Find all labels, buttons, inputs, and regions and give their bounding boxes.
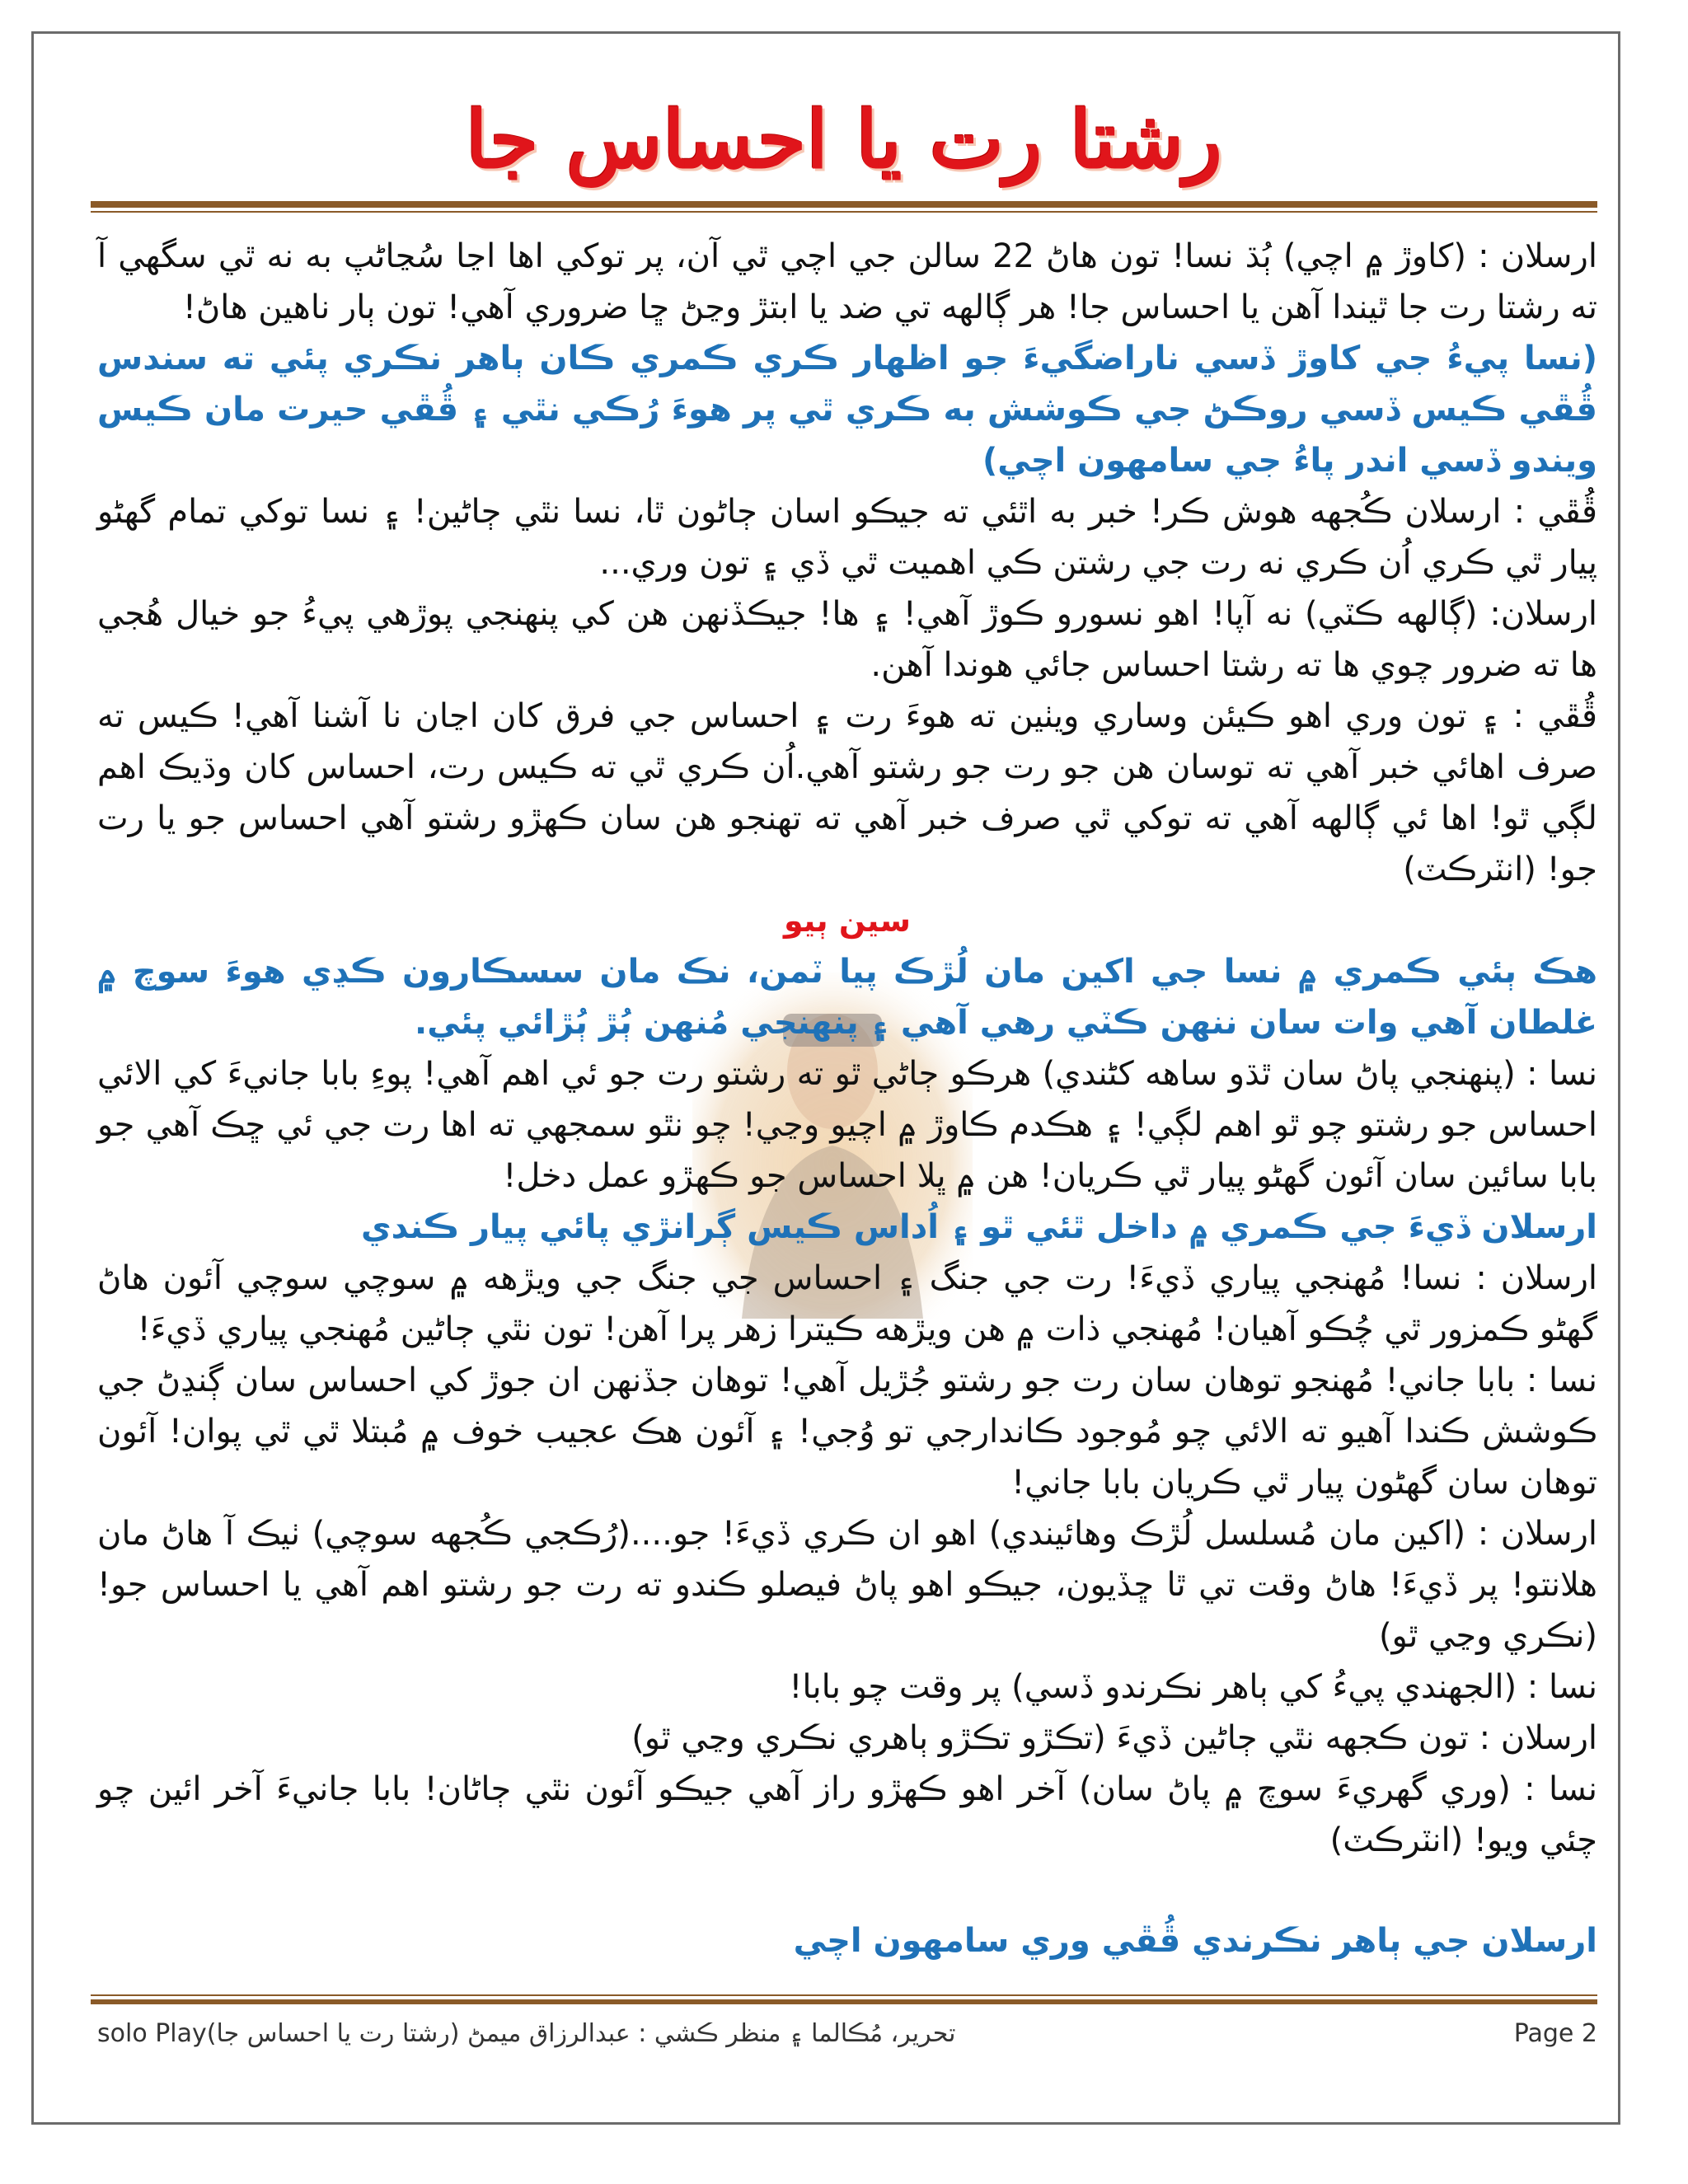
scene-heading: سين ٻيو bbox=[784, 902, 911, 939]
narration: (نسا پيءُ جي کاوڙ ڏسي ناراضگيءَ جو اظهار ڪري ڪمري ڪان ٻاهر نڪري پئي ته سندس ڦُڦي ڪيس ڏسي روڪڻ جي ڪوشش به ڪري ٿي پر هوءَ رُڪي نٿي ۽ ڦُڦي حيرت مان ڪيس ويندو ڏسي اندر پاءُ جي سامهون اچي) bbox=[97, 340, 1597, 480]
paragraph: ارسلان : (اکين مان مُسلسل لُڙڪ وهائيندي) اهو ان ڪري ڏيءَ! جو....(رُڪجي ڪُجهه سوچي) ٺيڪ آ هاڻ مان هلانتو! پر ڏيءَ! هاڻ وقت تي ٿا ڇڏيون، جيڪو اهو پاڻ فيصلو ڪندو ته رت جو رشتو اهم آهي يا احساس جو! (نڪري وڃي ٿو) bbox=[97, 1515, 1597, 1655]
paragraph: نسا : (پنهنجي پاڻ سان ٿڌو ساهه کڻندي) هرڪو ڄاڻي ٿو ته رشتو رت جو ئي اهم آهي! پوءِ بابا جانيءَ کي الائي احساس جو رشتو چو ٿو اهم لڳي! ۽ هڪدم ڪاوڙ ۾ اچيو وڃي! چو نٿو سمجهي ته اها رت جي ئي ڇڪ آهي جو بابا سائين سان آئون گهڻو پيار ٿي ڪريان! هن ۾ ڀلا احساس جو ڪهڙو عمل دخل! bbox=[97, 1055, 1597, 1195]
paragraph: ڦُڦي : ۽ تون وري اهو ڪيئن وساري ويٺين ته هوءَ رت ۽ احساس جي فرق کان اڃان نا آشنا آهي! ڪيس ته صرف اهائي خبر آهي ته توسان هن جو رت جو رشتو آهي.اُن ڪري ٿي ته ڪيس رت، احساس کان وڌيڪ اهم لڳي ٿو! اها ئي ڳالهه آهي ته توکي ٿي صرف خبر آهي ته تهنجو هن سان ڪهڙو رشتو آهي احساس جو يا رت جو! (انٽرڪٽ) bbox=[97, 697, 1597, 888]
footer-rule-thin bbox=[91, 1994, 1597, 1996]
paragraph: ارسلان: (ڳالهه ڪٽي) نه آپا! اهو نسورو ڪوڙ آهي! ۽ ها! جيڪڏنهن هن کي پنهنجي پوڙهي پيءُ جو خيال هُجي ها ته ضرور چوي ها ته رشتا احساس جائي هوندا آهن. bbox=[97, 595, 1597, 684]
paragraph: ڦُڦي : ارسلان ڪُجهه هوش ڪر! خبر به اٿئي ته جيڪو اسان ڄاڻون ٿا، نسا نٿي ڄاڻين! ۽ نسا توکي تمام گهڻو پيار ٿي ڪري اُن ڪري نه رت جي رشتن ڪي اهميت ٿي ڏي ۽ تون وري... bbox=[97, 493, 1597, 582]
title-rule-thick bbox=[91, 201, 1597, 208]
title-rule-thin bbox=[91, 211, 1597, 213]
paragraph: نسا : بابا جاني! مُهنجو توهان سان رت جو رشتو جُڙيل آهي! توهان جڏنهن ان جوڙ کي احساس سان ڳنڍڻ جي ڪوشش ڪندا آهيو ته الائي چو مُوجود ڪاندارجي تو وُجي! ۽ آئون هڪ عجيب خوف ۾ مُبتلا ٿي ٿي پوان! آئون توهان سان گهڻون پيار ٿي ڪريان بابا جاني! bbox=[97, 1361, 1597, 1502]
page-number: Page 2 bbox=[1513, 2019, 1597, 2048]
footer-credit: solo Play(رشتا رت يا احساس جا) تحرير، مُڪالما ۽ منظر ڪشي : عبدالرزاق ميمڻ bbox=[97, 2019, 956, 2048]
page-footer bbox=[97, 2011, 1597, 2060]
script-body bbox=[97, 231, 1597, 1966]
paragraph: نسا : (الجهندي پيءُ کي ٻاهر نڪرندو ڏسي) پر وقت چو بابا! bbox=[789, 1668, 1597, 1706]
paragraph: ارسلان : تون ڪجهه نٿي ڄاڻين ڏيءَ (تڪڙو تڪڙو ٻاهري نڪري وڃي ٿو) bbox=[631, 1719, 1597, 1757]
paragraph: ارسلان : نسا! مُهنجي پياري ڏيءَ! رت جي جنگ ۽ احساس جي جنگ جي ويڙهه ۾ سوچي سوچي آئون هاڻ گهڻو ڪمزور ٿي چُڪو آهيان! مُهنجي ذات ۾ هن ويڙهه ڪيترا زهر پرا آهن! تون نٿي ڄاڻين مُهنجي پياري ڏيءَ! bbox=[97, 1259, 1597, 1348]
closing-narration: ارسلان جي ٻاهر نڪرندي ڦُڦي وري سامهون اچي bbox=[793, 1922, 1597, 1960]
document-title: رشتا رت يا احساس جا bbox=[465, 93, 1223, 186]
paragraph: ارسلان : (کاوڙ ۾ اچي) ٻُڌ نسا! تون هاڻ 22 سالن جي اچي ٿي آن، پر توکي اها اڃا سُڃاڻپ به نه ٿي سگهي آ ته رشتا رت جا ٿيندا آهن يا احساس جا! هر ڳالهه تي ضد يا ابتڙ وڃڻ ڇا ضروري آهي! تون ٻار ناهين هاڻ! bbox=[97, 237, 1597, 326]
paragraph: نسا : (وري گهريءَ سوچ ۾ پاڻ سان) آخر اهو ڪهڙو راز آهي جيڪو آئون نٿي ڄاڻان! بابا جانيءَ آخر ائين چو چئي ويو! (انٽرڪٽ) bbox=[97, 1770, 1597, 1859]
footer-rule-thick bbox=[91, 1999, 1597, 2004]
narration: هڪ ٻئي ڪمري ۾ نسا جي اکين مان لُڙڪ پيا ٽمن، نڪ مان سسڪارون ڪڍي هوءَ سوچ ۾ غلطان آهي وات سان ننهن ڪٽي رهي آهي ۽ پنهنجي مُنهن ٻُڙ ٻُڙائي پئي. bbox=[97, 953, 1597, 1042]
narration: ارسلان ڏيءَ جي ڪمري ۾ داخل ٿئي ٿو ۽ اُداس ڪيس ڳرانڙي پائي پيار ڪندي bbox=[361, 1208, 1597, 1246]
